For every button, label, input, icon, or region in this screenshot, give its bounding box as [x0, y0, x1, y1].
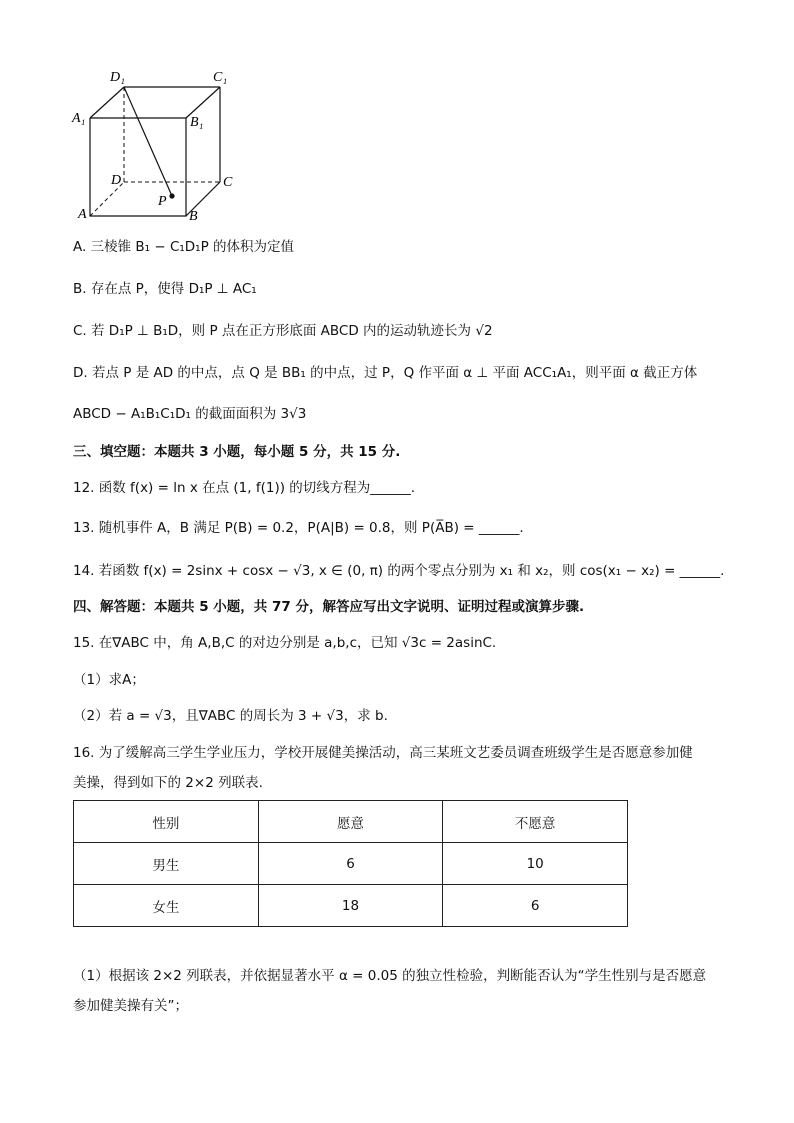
cube-edge-b1c1 [186, 87, 220, 118]
option-d-line1: D. 若点 P 是 AD 的中点，点 Q 是 BB₁ 的中点，过 P，Q 作平面 α ⊥ 平面 ACC₁A₁，则平面 α 截正方体 [73, 365, 698, 381]
cube-front-face [90, 118, 186, 216]
cube-figure [0, 0, 794, 230]
table-cell: 女生 [74, 885, 259, 927]
label-c1: C₁ [213, 70, 228, 85]
question-13: 13. 随机事件 A，B 满足 P(B) = 0.2，P(A|B) = 0.8，则 P(A̅B) = ______. [73, 520, 524, 536]
question-15-part1: （1）求A； [73, 672, 145, 688]
contingency-table [73, 800, 628, 927]
question-14: 14. 若函数 f(x) = 2sinx + cosx − √3, x ∈ (0, π) 的两个零点分别为 x₁ 和 x₂，则 cos(x₁ − x₂) = ______. [73, 563, 725, 579]
table-header-cell: 不愿意 [443, 801, 628, 843]
label-c: C [223, 175, 233, 190]
table-row [74, 843, 628, 885]
segment-d1p [124, 87, 172, 196]
table-row [74, 885, 628, 927]
table-header-cell: 愿意 [258, 801, 443, 843]
question-12: 12. 函数 f(x) = ln x 在点 (1, f(1)) 的切线方程为______. [73, 480, 416, 496]
label-a: A [78, 207, 87, 222]
section4-heading: 四、解答题：本题共 5 小题，共 77 分，解答应写出文字说明、证明过程或演算步骤. [73, 599, 585, 615]
label-d1: D₁ [110, 70, 125, 85]
table-cell: 18 [258, 885, 443, 927]
table-cell: 男生 [74, 843, 259, 885]
option-a: A. 三棱锥 B₁ − C₁D₁P 的体积为定值 [73, 239, 295, 255]
label-b1: B₁ [190, 115, 204, 130]
table-cell: 10 [443, 843, 628, 885]
question-16-part1-line2: 参加健美操有关”； [73, 998, 188, 1014]
label-a1: A₁ [72, 111, 86, 126]
table-header-row [74, 801, 628, 843]
table-cell: 6 [443, 885, 628, 927]
option-c: C. 若 D₁P ⊥ B₁D，则 P 点在正方形底面 ABCD 内的运动轨迹长为 √2 [73, 323, 493, 339]
option-b: B. 存在点 P，使得 D₁P ⊥ AC₁ [73, 281, 257, 297]
label-p: P [158, 194, 167, 209]
cube-edge-a1d1 [90, 87, 124, 118]
question-16-line1: 16. 为了缓解高三学生学业压力，学校开展健美操活动，高三某班文艺委员调查班级学生是否愿意参加健 [73, 745, 693, 761]
question-16-part1-line1: （1）根据该 2×2 列联表，并依据显著水平 α = 0.05 的独立性检验，判断能否认为“学生性别与是否愿意 [73, 968, 707, 984]
table-header-cell: 性别 [74, 801, 259, 843]
point-p [169, 193, 174, 198]
label-d: D [111, 173, 122, 188]
table-cell: 6 [258, 843, 443, 885]
section3-heading: 三、填空题：本题共 3 小题，每小题 5 分，共 15 分. [73, 444, 401, 460]
question-15: 15. 在∇ABC 中，角 A,B,C 的对边分别是 a,b,c，已知 √3c = 2asinC. [73, 635, 497, 651]
question-16-line2: 美操，得到如下的 2×2 列联表. [73, 775, 263, 791]
question-15-part2: （2）若 a = √3，且∇ABC 的周长为 3 + √3，求 b. [73, 708, 388, 724]
label-b: B [189, 209, 198, 224]
option-d-line2: ABCD − A₁B₁C₁D₁ 的截面面积为 3√3 [73, 406, 307, 422]
